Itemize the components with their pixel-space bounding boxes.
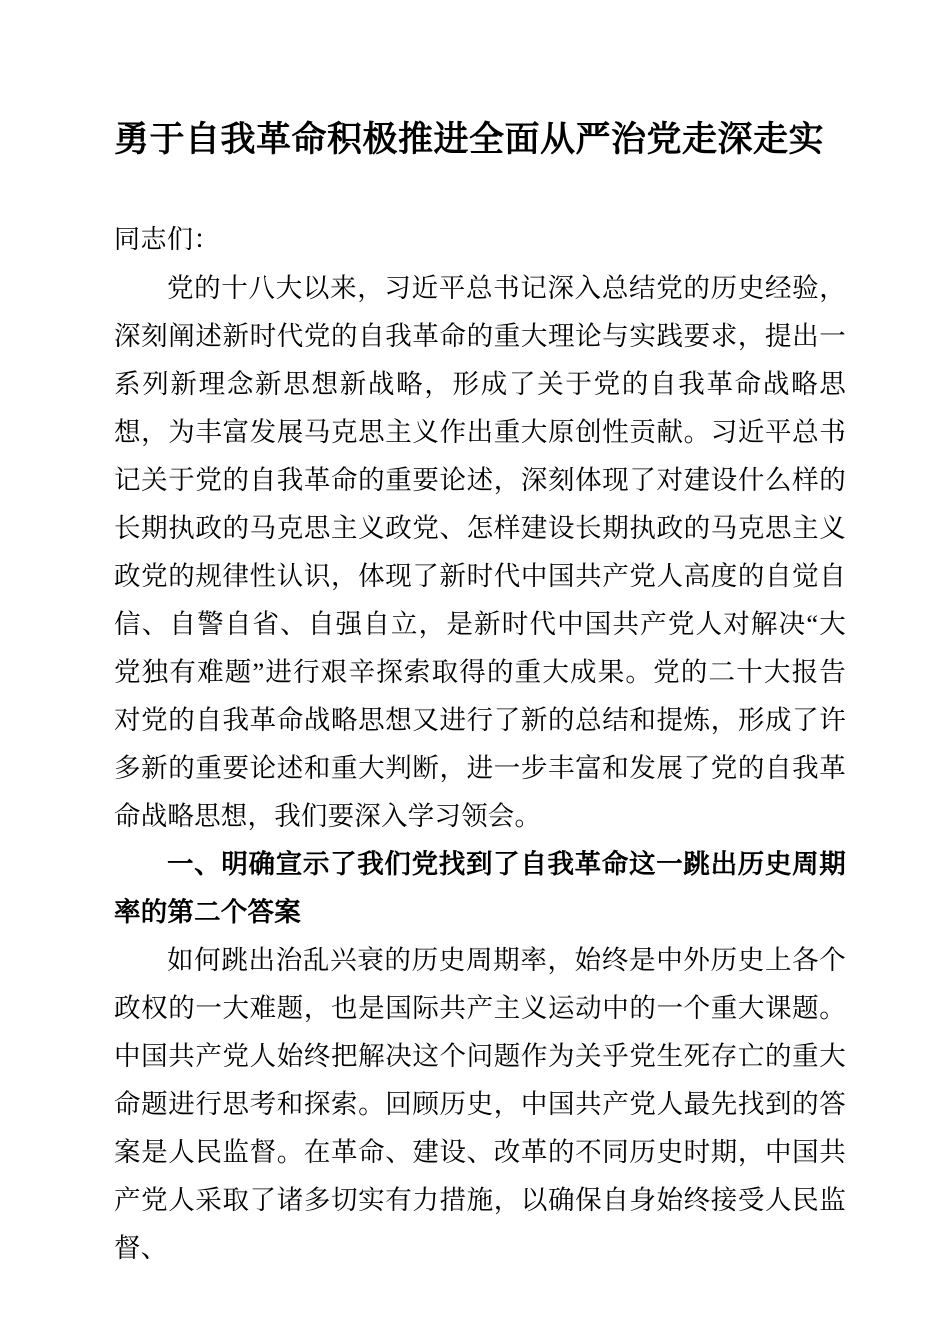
body-paragraph-2: 如何跳出治乱兴衰的历史周期率，始终是中外历史上各个政权的一大难题，也是国际共产主义运动中的一个重大课题。中国共产党人始终把解决这个问题作为关乎党生死存亡的重大命题进行思考和探索。回顾历史，中国共产党人最先找到的答案是人民监督。在革命、建设、改革的不同历史时期，中国共产党人采取了诸多切实有力措施，以确保自身始终接受人民监督、 xyxy=(114,945,846,1263)
section-heading-1: 一、明确宣示了我们党找到了自我革命这一跳出历史周期率的第二个答案 xyxy=(114,849,846,927)
body-paragraph-1: 党的十八大以来，习近平总书记深入总结党的历史经验，深刻阐述新时代党的自我革命的重大理论与实践要求，提出一系列新理念新思想新战略，形成了关于党的自我革命战略思想，为丰富发展马克思主义作出重大原创性贡献。习近平总书记关于党的自我革命的重要论述，深刻体现了对建设什么样的长期执政的马克思主义政党、怎样建设长期执政的马克思主义政党的规律性认识，体现了新时代中国共产党人高度的自觉自信、自警自省、自强自立，是新时代中国共产党人对解决“大党独有难题”进行艰辛探索取得的重大成果。党的二十大报告对党的自我革命战略思想又进行了新的总结和提炼，形成了许多新的重要论述和重大判断，进一步丰富和发展了党的自我革命战略思想，我们要深入学习领会。 xyxy=(114,273,846,831)
salutation: 同志们： xyxy=(114,225,221,254)
page-title: 勇于自我革命积极推进全面从严治党走深走实 xyxy=(114,120,825,159)
